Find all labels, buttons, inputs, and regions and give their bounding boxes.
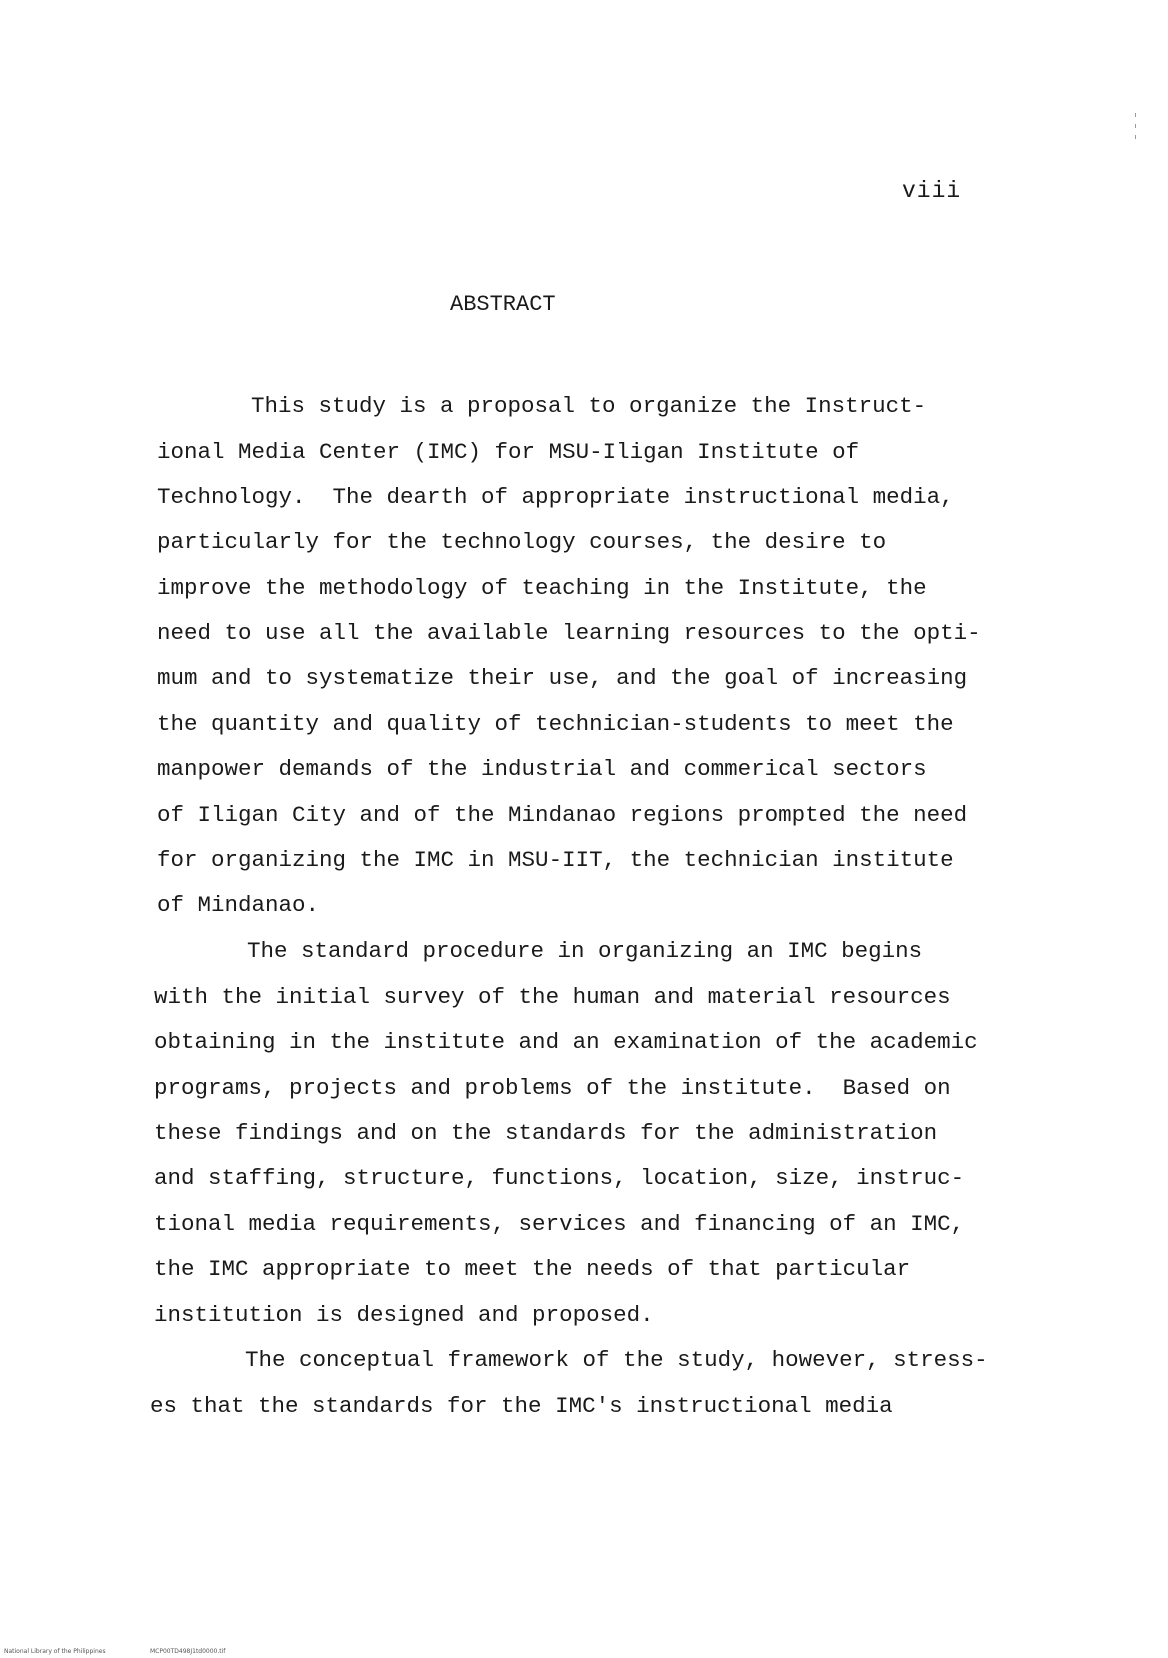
text-line: manpower demands of the industrial and commerical sectors [157, 756, 927, 782]
text-line: ional Media Center (IMC) for MSU-Iligan Institute of [157, 439, 860, 465]
text-line: of Mindanao. [157, 892, 320, 918]
footer-library: National Library of the Philippines [4, 1648, 106, 1655]
scan-artifact [1135, 135, 1136, 139]
scan-artifact [1135, 124, 1136, 128]
text-line: Technology. The dearth of appropriate instructional media, [157, 484, 954, 510]
text-line: these findings and on the standards for the administration [154, 1120, 938, 1146]
text-line: with the initial survey of the human and material resources [154, 984, 951, 1010]
text-line: and staffing, structure, functions, location, size, instruc- [154, 1165, 965, 1191]
text-line: for organizing the IMC in MSU-IIT, the technician institute [157, 847, 954, 873]
text-line: mum and to systematize their use, and the goal of increasing [157, 665, 968, 691]
text-line: tional media requirements, services and financing of an IMC, [154, 1211, 965, 1237]
text-line: particularly for the technology courses, the desire to [157, 529, 887, 555]
scan-artifact [1135, 113, 1136, 117]
text-line: improve the methodology of teaching in the Institute, the [157, 575, 927, 601]
text-line: institution is designed and proposed. [154, 1302, 654, 1328]
text-line: obtaining in the institute and an examination of the academic [154, 1029, 978, 1055]
text-line: of Iligan City and of the Mindanao regions prompted the need [157, 802, 968, 828]
text-line: es that the standards for the IMC's instructional media [150, 1393, 893, 1419]
text-line: This study is a proposal to organize the Instruct- [251, 393, 927, 419]
text-line: programs, projects and problems of the institute. Based on [154, 1075, 951, 1101]
text-line: need to use all the available learning resources to the opti- [157, 620, 981, 646]
page-title: ABSTRACT [450, 292, 556, 317]
text-line: The conceptual framework of the study, however, stress- [245, 1347, 988, 1373]
text-line: the IMC appropriate to meet the needs of that particular [154, 1256, 911, 1282]
text-line: The standard procedure in organizing an IMC begins [247, 938, 923, 964]
page-number: viii [902, 178, 962, 204]
text-line: the quantity and quality of technician-students to meet the [157, 711, 954, 737]
footer-file-id: MCP00TD498J1td0000.tif [150, 1648, 226, 1655]
